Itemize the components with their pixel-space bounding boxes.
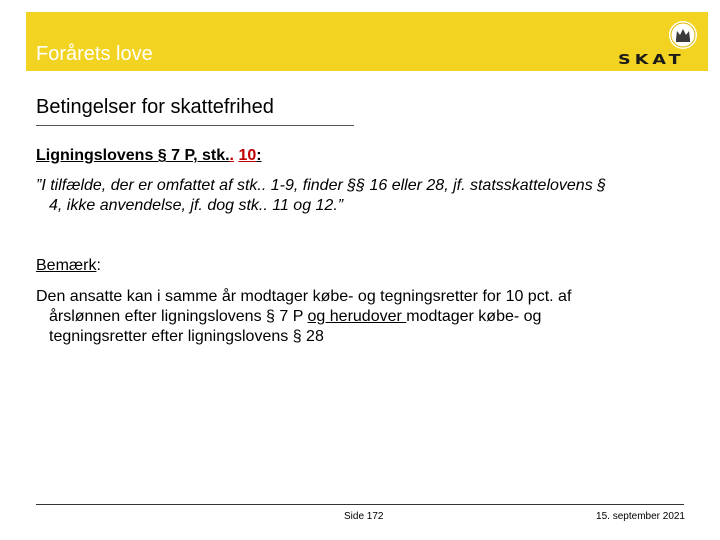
page-number: Side 172	[344, 511, 384, 522]
law-ref-text: Ligningslovens § 7 P, stk.	[36, 147, 230, 164]
note-line-2	[36, 307, 696, 327]
note-heading	[36, 256, 101, 276]
quote-line-1: ”I tilfælde, der er omfattet af stk.. 1-9, finder §§ 16 eller 28, jf. statsskattelovens §	[36, 177, 607, 194]
note-line-2-underlined: og herudover	[307, 308, 407, 325]
law-ref-dot: .	[229, 147, 234, 164]
subtitle-divider	[36, 125, 354, 126]
note-line-1: Den ansatte kan i samme år modtager købe- og tegningsretter for 10 pct. af	[36, 288, 572, 305]
note-colon: :	[96, 257, 101, 274]
law-ref-colon: :	[256, 147, 262, 164]
crown-emblem-icon	[668, 20, 698, 50]
header-title: Forårets love	[36, 43, 153, 65]
quote-line-2: 4, ikke anvendelse, jf. dog stk.. 11 og 12.”	[49, 197, 344, 214]
law-quote	[36, 176, 696, 216]
skat-logo: SKAT	[618, 53, 685, 68]
note-body	[36, 287, 696, 347]
footer-divider	[36, 504, 684, 505]
law-ref-number: 10	[238, 147, 257, 164]
law-reference	[36, 146, 262, 166]
header-band	[26, 12, 708, 71]
slide-subtitle: Betingelser for skattefrihed	[36, 96, 274, 118]
note-line-2-end: modtager købe- og	[406, 308, 542, 325]
note-label: Bemærk	[36, 257, 97, 274]
note-line-2-start: årslønnen efter ligningslovens § 7 P	[49, 308, 308, 325]
note-line-3: tegningsretter efter ligningslovens § 28	[49, 328, 324, 345]
footer-date: 15. september 2021	[596, 511, 685, 522]
